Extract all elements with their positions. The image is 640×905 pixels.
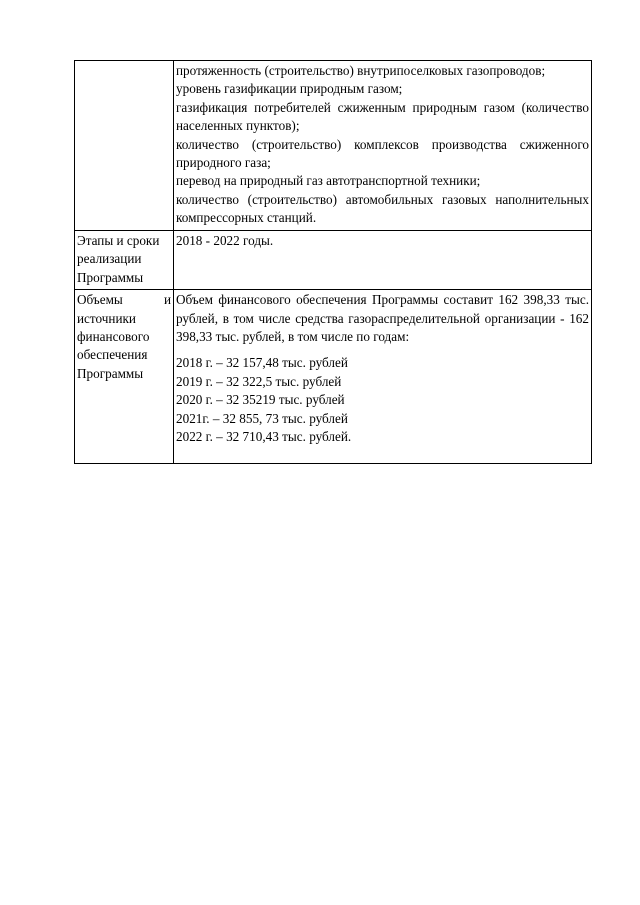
- indicators-cell: [174, 61, 592, 231]
- funding-year-line: 2022 г. – 32 710,43 тыс. рублей.: [176, 429, 352, 445]
- funding-year-line: 2019 г. – 32 322,5 тыс. рублей: [176, 373, 342, 389]
- table-row-funding: [75, 290, 592, 464]
- indicator-line: перевод на природный газ автотранспортной техники;: [176, 173, 481, 189]
- funding-label-conj: и: [163, 292, 171, 308]
- indicator-line: количество (строительство) автомобильных газовых наполнительных компрессорных станций.: [176, 191, 589, 226]
- funding-year-line: 2021г. – 32 855, 73 тыс. рублей: [176, 410, 348, 426]
- table-row-stages: [75, 231, 592, 290]
- funding-label-word: Объемы: [77, 292, 123, 308]
- funding-label: [75, 290, 174, 464]
- indicator-line: уровень газификации природным газом;: [176, 81, 403, 97]
- indicator-line: протяженность (строительство) внутрипоселковых газопроводов;: [176, 63, 546, 78]
- funding-value: [174, 290, 592, 464]
- row-label-empty: [75, 61, 174, 231]
- stages-value: 2018 - 2022 годы.: [174, 231, 592, 290]
- funding-summary: Объем финансового обеспечения Программы составит 162 398,33 тыс. рублей, в том числе средства газораспределительной организации - 162 398,33 тыс. рублей, в том числе по годам:: [176, 292, 589, 345]
- indicator-line: количество (строительство) комплексов производства сжиженного природного газа;: [176, 136, 589, 171]
- stages-label: Этапы и сроки реализации Программы: [75, 231, 174, 290]
- table-row-indicators: [75, 61, 592, 231]
- funding-year-line: 2018 г. – 32 157,48 тыс. рублей: [176, 355, 348, 371]
- indicator-line: газификация потребителей сжиженным природным газом (количество населенных пунктов);: [176, 99, 589, 134]
- funding-year-line: 2020 г. – 32 35219 тыс. рублей: [176, 392, 345, 408]
- funding-label-first-line: [77, 291, 171, 309]
- program-passport-table: [74, 60, 592, 464]
- funding-label-rest: источники финансового обеспечения Программы: [77, 310, 150, 381]
